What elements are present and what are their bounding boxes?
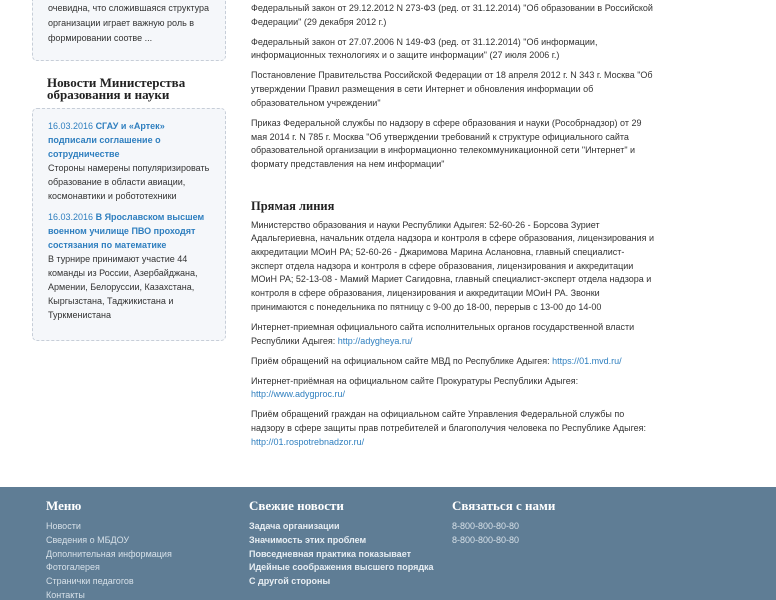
document-item: Федеральный закон от 29.12.2012 N 273-ФЗ (ред. от 31.12.2014) "Об образовании в Российской Федерации" (29 декабря 2012 г.) <box>251 3 653 27</box>
reception-item <box>251 375 656 402</box>
reception-item <box>251 408 656 449</box>
news-item <box>48 210 213 322</box>
footer-news-link[interactable]: Задача организации <box>249 521 340 531</box>
news-date: 16.03.2016 <box>48 212 94 222</box>
sidebar <box>32 0 226 341</box>
footer-news-title: Свежие новости <box>249 498 344 513</box>
reception-link[interactable]: https://01.mvd.ru/ <box>552 355 622 366</box>
footer-news <box>249 498 434 589</box>
sidebar-intro-box <box>32 0 226 61</box>
footer-menu-link[interactable]: Странички педагогов <box>46 576 134 587</box>
news-title-link[interactable]: СГАУ и «Артек» подписали соглашение о сотрудничестве <box>48 121 165 159</box>
main-content <box>251 2 656 456</box>
footer-menu-title: Меню <box>46 498 82 513</box>
sidebar-news-box <box>32 108 226 341</box>
reception-link[interactable]: http://01.rospotrebnadzor.ru/ <box>251 436 365 447</box>
reception-item <box>251 355 656 369</box>
footer-phone[interactable]: 8-800-800-80-80 <box>452 534 520 545</box>
reception-text: Интернет-приёмная на официальном сайте Прокуратуры Республики Адыгея: <box>251 375 579 386</box>
footer-menu-link[interactable]: Новости <box>46 521 81 531</box>
footer-menu <box>46 498 172 600</box>
document-item: Приказ Федеральной службы по надзору в сфере образования и науки (Рособрнадзор) от 29 мая 2014 г. N 785 г. Москва "Об утверждении требований к структуре официального сайта образовательной организации в информационно телекоммуникационной сети "Интернет" и формату представления на нем информации" <box>251 117 642 169</box>
reception-link[interactable]: http://adygheya.ru/ <box>337 335 413 346</box>
reception-item <box>251 321 656 348</box>
footer <box>0 487 776 600</box>
document-item: Федеральный закон от 27.07.2006 N 149-ФЗ (ред. от 31.12.2014) "Об информации, информационных технологиях и о защите информации" (27 июля 2006 г.) <box>251 36 598 61</box>
news-text: В турнире принимают участие 44 команды из России, Азербайджана, Армении, Белоруссии, Казахстана, Кыргызстана, Таджикистана и Туркменистана <box>48 254 198 320</box>
reception-text: Интернет-приемная официального сайта исполнительных органов государственной власти Республики Адыгея: <box>251 321 635 346</box>
news-text: Стороны намерены популяризировать образование в области авиации, космонавтики и робототехники <box>48 163 210 201</box>
sidebar-intro-text: очевидна, что сложившаяся структура организации играет важную роль в формировании соотве ... <box>48 3 210 43</box>
news-item <box>48 119 213 203</box>
reception-link[interactable]: http://www.adygproc.ru/ <box>251 389 346 400</box>
reception-text: Приём обращений граждан на официальном сайте Управления Федеральной службы по надзору в сфере защиты прав потребителей и благополучия человека по Республике Адыгея: <box>251 409 647 433</box>
footer-phone[interactable]: 8-800-800-80-80 <box>452 521 520 531</box>
footer-menu-link[interactable]: Сведения о МБДОУ <box>46 534 130 545</box>
footer-menu-link[interactable]: Фотогалерея <box>46 562 100 573</box>
hotline-text: Министерство образования и науки Республики Адыгея: 52-60-26 - Борсова Зуриет Адальгериевна, начальник отдела надзора и контроля в сфере образования, лицензирования и аккредитации МОиН РА; 52-60-26 - Джаримова Марина Аслановна, главный специалист-эксперт отдела надзора и контроля в сфере образования, лицензирования и аккредитации МОиН РА; 52-13-08 - Мамий Мариет Сагидовна, главный специалист-эксперт отдела надзора и контроля в сфере образования, лицензирования и аккредитации МОиН РА. Звонки принимаются с понедельника по пятницу с 9-00 до 18-00, перерыв с 13-00 до 14-00 <box>251 219 655 312</box>
footer-contact-title: Связаться с нами <box>452 498 556 513</box>
reception-text: Приём обращений на официальном сайте МВД по Республике Адыгея: <box>251 355 550 366</box>
document-item: Постановление Правительства Российской Федерации от 18 апреля 2012 г. N 343 г. Москва "Об утверждении Правил размещения в сети Интернет и обновления информации об образовательном учреждении" <box>251 70 653 108</box>
sidebar-news-heading: Новости Министерства образования и науки <box>47 75 186 102</box>
footer-news-link[interactable]: Идейные соображения высшего порядка <box>249 562 434 573</box>
footer-contact <box>452 498 555 548</box>
news-date: 16.03.2016 <box>48 121 94 131</box>
hotline-title: Прямая линия <box>251 198 335 213</box>
footer-news-link[interactable]: Значимость этих проблем <box>249 534 367 545</box>
news-title-link[interactable]: В Ярославском высшем военном училище ПВО проходят состязания по математике <box>48 212 205 250</box>
footer-menu-link[interactable]: Дополнительная информация <box>46 548 172 559</box>
footer-news-link[interactable]: Повседневная практика показывает <box>249 548 411 559</box>
footer-news-link[interactable]: С другой стороны <box>249 576 331 587</box>
footer-menu-link[interactable]: Контакты <box>46 589 85 600</box>
